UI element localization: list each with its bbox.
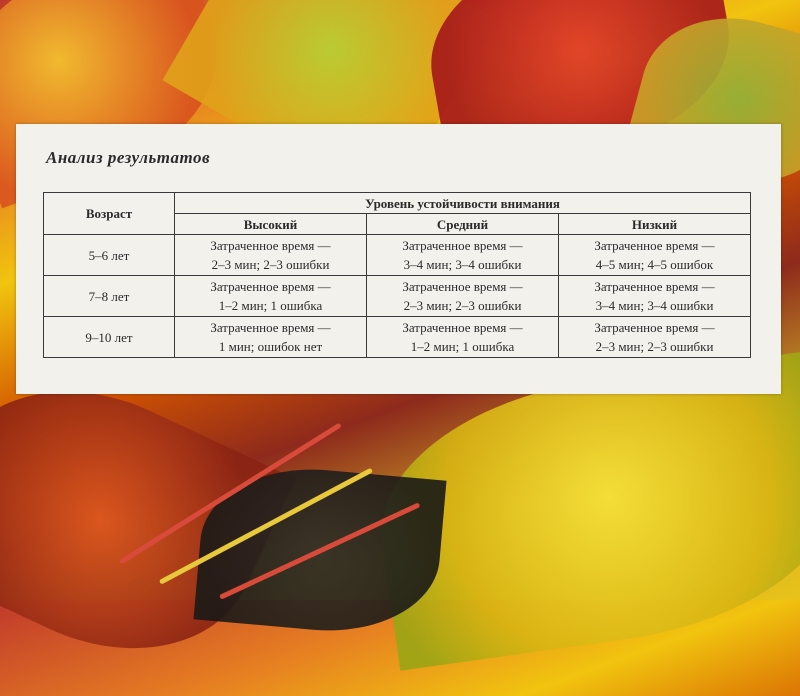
result-cell [175, 235, 367, 276]
cell-line: 3–4 мин; 3–4 ошибки [403, 257, 522, 272]
result-cell [559, 276, 751, 317]
table-row [44, 276, 751, 317]
cell-line: Затраченное время — [402, 279, 523, 294]
cell-line: 4–5 мин; 4–5 ошибок [595, 257, 714, 272]
result-cell [175, 317, 367, 358]
level-header-low: Низкий [559, 214, 751, 235]
cell-line: Затраченное время — [402, 320, 523, 335]
age-header: Возраст [44, 193, 175, 235]
age-cell: 5–6 лет [44, 235, 175, 276]
results-card [16, 124, 781, 394]
table-header-row [44, 193, 751, 214]
cell-line: Затраченное время — [210, 238, 331, 253]
cell-line: 3–4 мин; 3–4 ошибки [595, 298, 714, 313]
cell-line: 1–2 мин; 1 ошибка [410, 339, 515, 354]
result-cell [175, 276, 367, 317]
result-cell [559, 317, 751, 358]
cell-line: 1 мин; ошибок нет [218, 339, 323, 354]
result-cell [559, 235, 751, 276]
cell-line: 2–3 мин; 2–3 ошибки [211, 257, 330, 272]
result-cell [367, 235, 559, 276]
cell-line: 2–3 мин; 2–3 ошибки [595, 339, 714, 354]
cell-line: Затраченное время — [210, 279, 331, 294]
age-cell: 7–8 лет [44, 276, 175, 317]
cell-line: 1–2 мин; 1 ошибка [218, 298, 323, 313]
group-header: Уровень устойчивости внимания [175, 193, 751, 214]
level-header-medium: Средний [367, 214, 559, 235]
cell-line: Затраченное время — [594, 238, 715, 253]
table-row [44, 317, 751, 358]
cell-line: Затраченное время — [210, 320, 331, 335]
table-row [44, 235, 751, 276]
cell-line: Затраченное время — [594, 320, 715, 335]
cell-line: Затраченное время — [402, 238, 523, 253]
age-cell: 9–10 лет [44, 317, 175, 358]
cell-line: Затраченное время — [594, 279, 715, 294]
results-table [43, 192, 751, 358]
result-cell [367, 317, 559, 358]
cell-line: 2–3 мин; 2–3 ошибки [403, 298, 522, 313]
page-title: Анализ результатов [46, 148, 211, 167]
level-header-high: Высокий [175, 214, 367, 235]
result-cell [367, 276, 559, 317]
